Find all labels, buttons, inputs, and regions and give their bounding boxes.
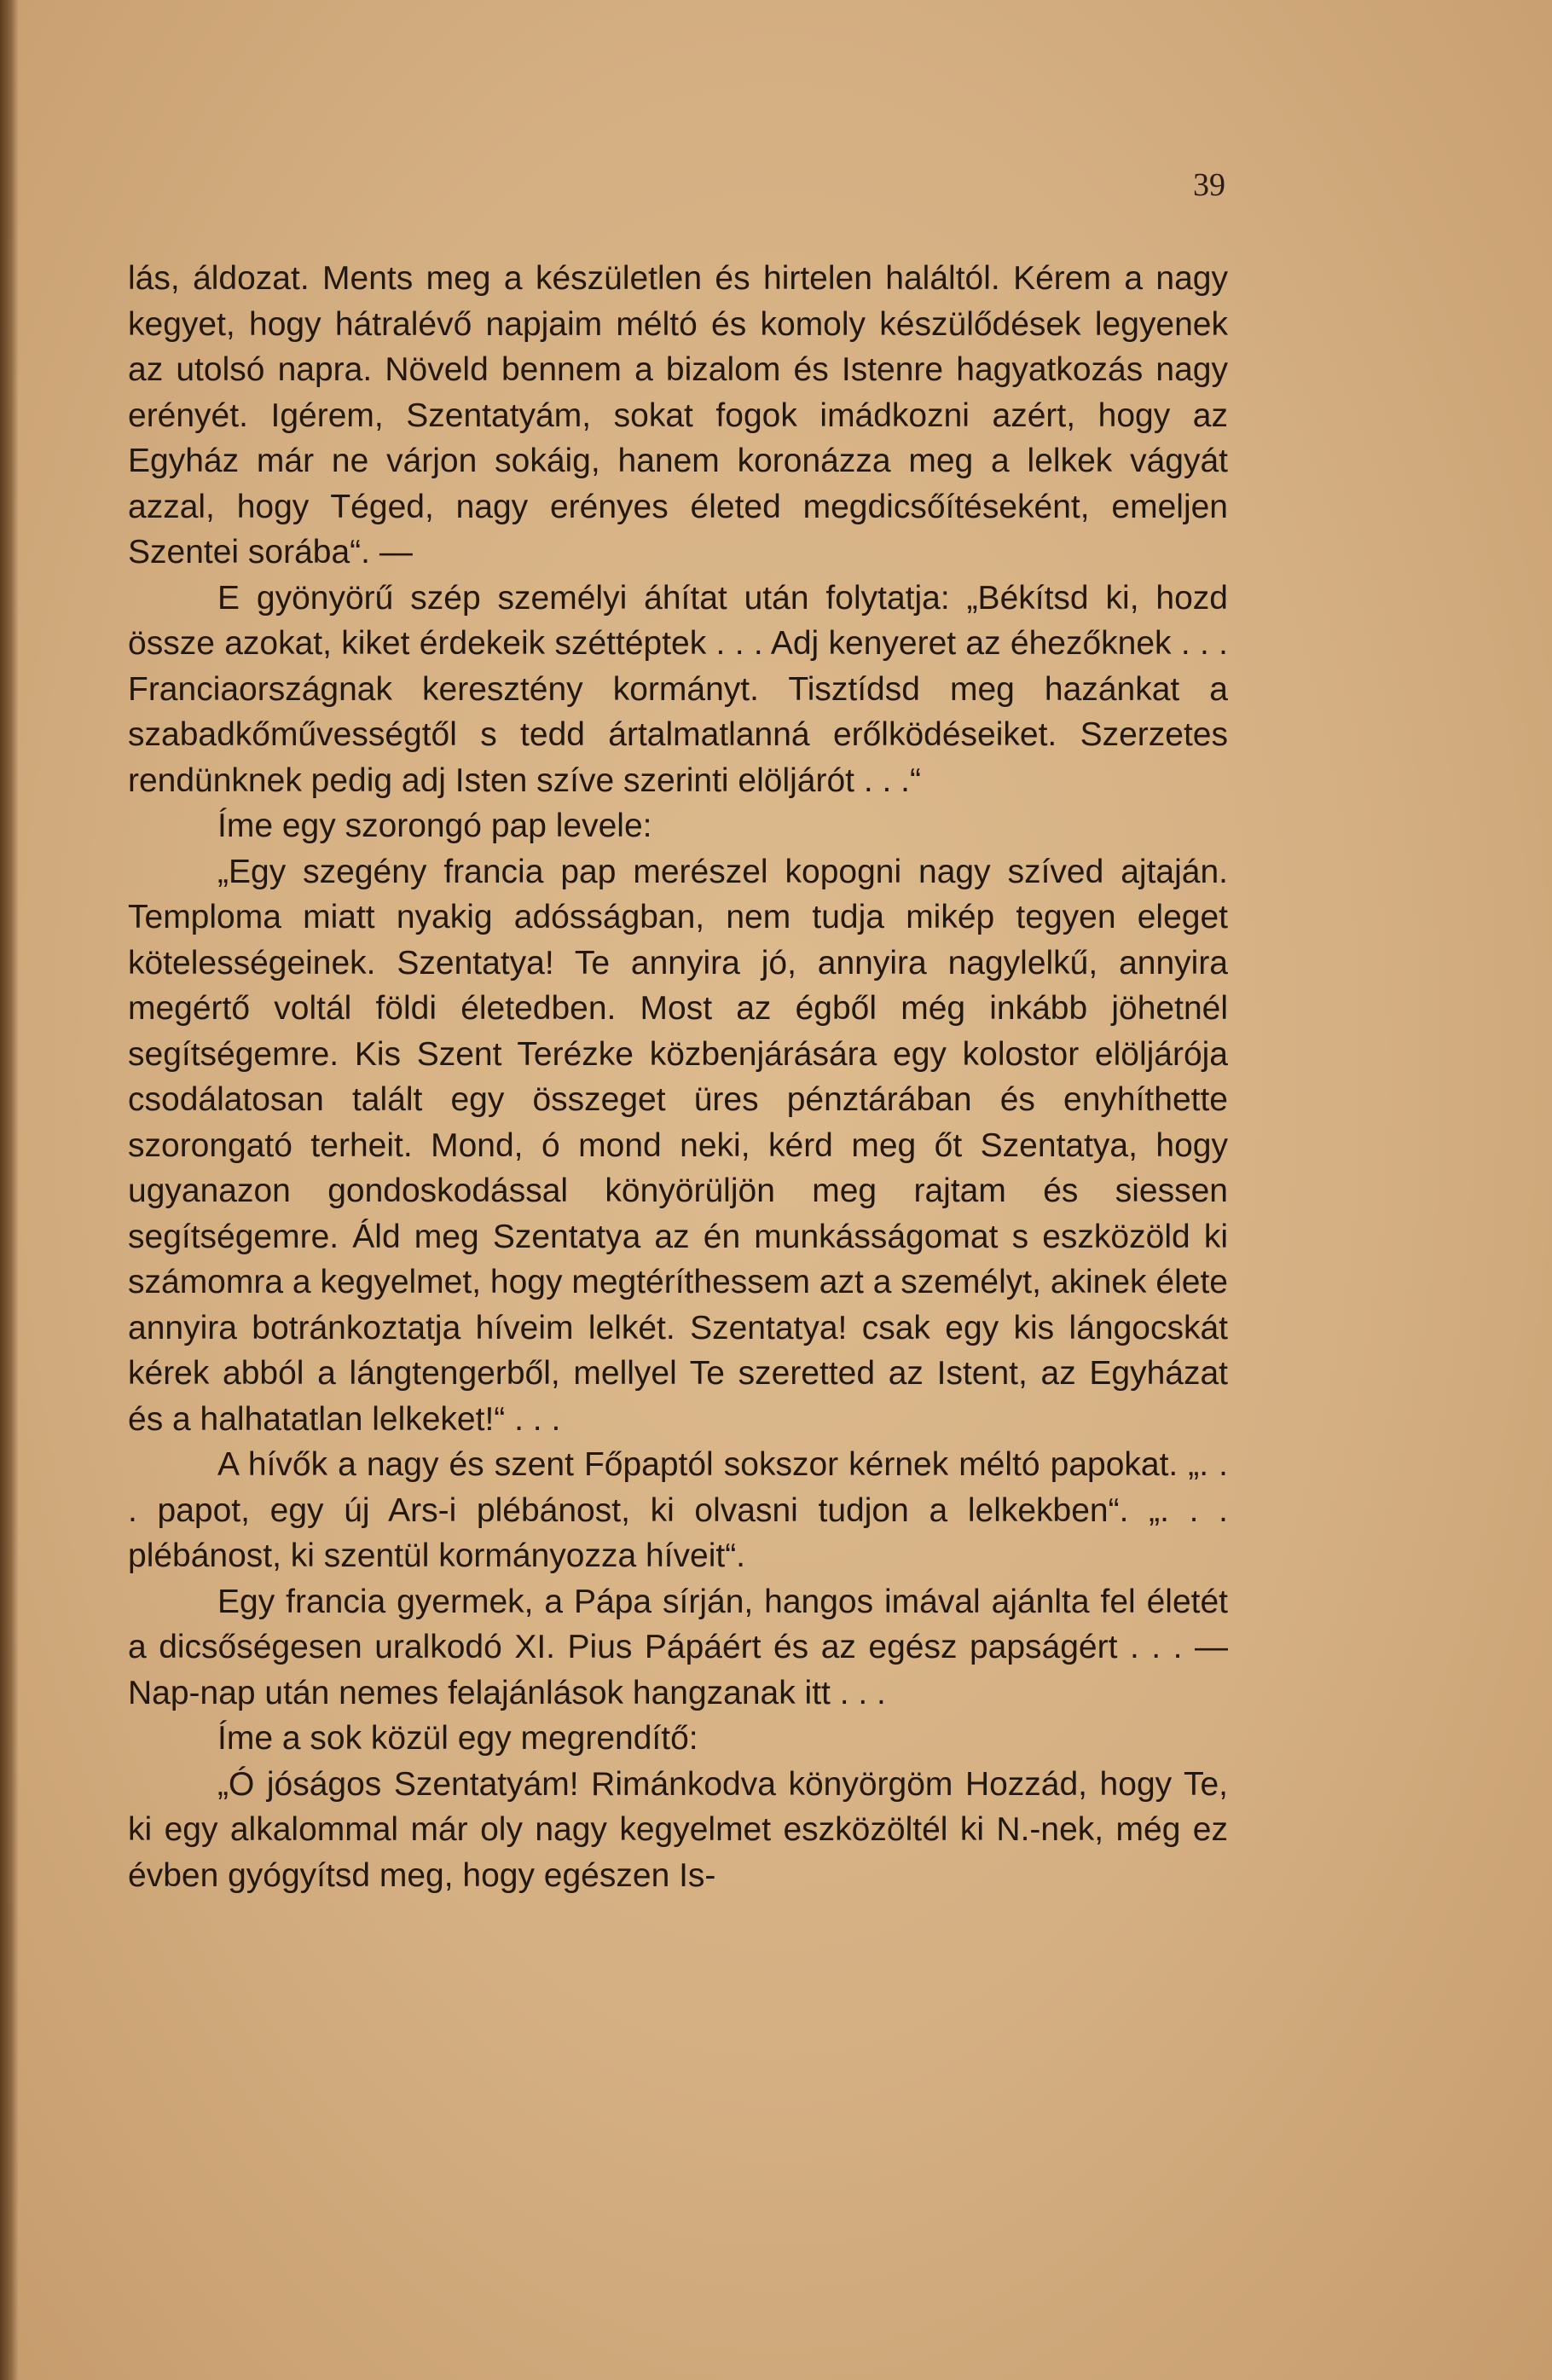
paragraph-5: A hívők a nagy és szent Főpaptól sokszor kérnek méltó papokat. „. . . papot, egy új Ars-i plébánost, ki olvasni tudjon a lelkekben“. „. . . plébánost, ki szentül kormányozza híveit“. xyxy=(128,1446,1228,1574)
paragraph-1: lás, áldozat. Ments meg a készületlen és hirtelen haláltól. Kérem a nagy kegyet, hogy hátralévő napjaim méltó és komoly készülődések legyenek az utolsó napra. Növeld bennem a bizalom és Istenre hagyatkozás nagy erényét. Igérem, Szentatyám, sokat fogok imádkozni azért, hogy az Egyház már ne várjon sokáig, hanem koronázza meg a lelkek vágyát azzal, hogy Téged, nagy erényes életed megdicsőítéseként, emeljen Szentei sorába“. — xyxy=(128,260,1228,570)
paragraph-2: E gyönyörű szép személyi áhítat után folytatja: „Békítsd ki, hozd össze azokat, kiket érdekeik széttéptek . . . Adj kenyeret az éhezőknek . . . Franciaországnak keresztény kormányt. Tisztídsd meg hazánkat a szabadkőművességtől s tedd ártalmatlanná erőlködéseiket. Szerzetes rendünknek pedig adj Isten szíve szerinti elöljárót . . .“ xyxy=(128,579,1228,799)
body-text xyxy=(128,256,1228,1898)
paragraph-3: Íme egy szorongó pap levele: xyxy=(217,808,652,844)
page-number: 39 xyxy=(1193,167,1225,203)
paragraph-4: „Egy szegény francia pap merészel kopogni nagy szíved ajtaján. Temploma miatt nyakig adósságban, nem tudja mikép tegyen eleget kötelességeinek. Szentatya! Te annyira jó, annyira nagylelkű, annyira megértő voltál földi életedben. Most az égből még inkább jöhetnél segítségemre. Kis Szent Terézke közbenjárására egy kolostor elöljárója csodálatosan talált egy összeget üres pénztárában és enyhíthette szorongató terheit. Mond, ó mond neki, kérd meg őt Szentatya, hogy ugyanazon gondoskodással könyörüljön meg rajtam és siessen segítségemre. Áld meg Szentatya az én munkásságomat s eszközöld ki számomra a kegyelmet, hogy megtéríthessem azt a személyt, akinek élete annyira botránkoztatja híveim lelkét. Szentatya! csak egy kis lángocskát kérek abból a lángtengerből, mellyel Te szeretted az Istent, az Egyházat és a halhatatlan lelkeket!“ . . . xyxy=(128,853,1228,1438)
paragraph-7: Íme a sok közül egy megrendítő: xyxy=(217,1720,698,1757)
paragraph-8: „Ó jóságos Szentatyám! Rimánkodva könyörgöm Hozzád, hogy Te, ki egy alkalommal már oly nagy kegyelmet eszközöltél ki N.-nek, még ez évben gyógyítsd meg, hogy egészen Is- xyxy=(128,1765,1228,1894)
paragraph-6: Egy francia gyermek, a Pápa sírján, hangos imával ajánlta fel életét a dicsőségesen uralkodó XI. Pius Pápáért és az egész papságért . . . — Nap-nap után nemes felajánlások hangzanak itt . . . xyxy=(128,1583,1228,1711)
